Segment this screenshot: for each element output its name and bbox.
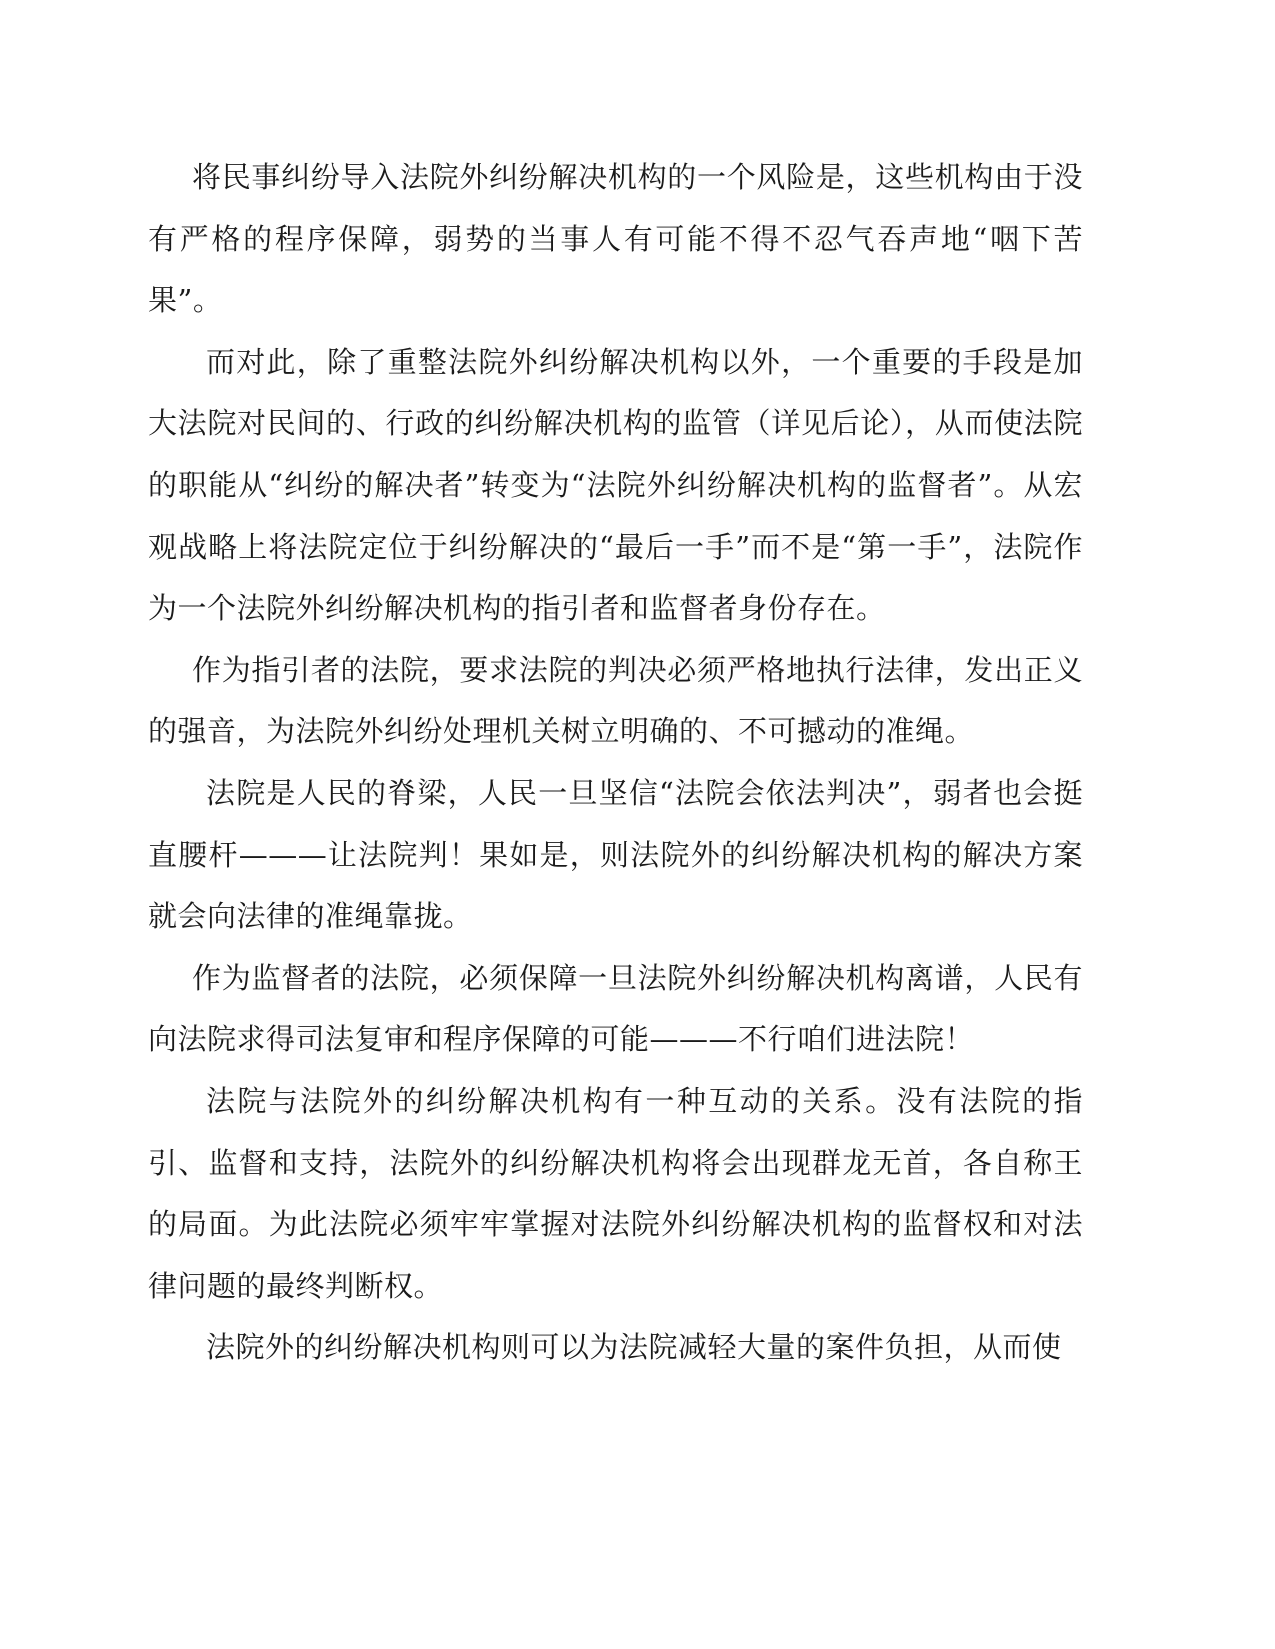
paragraph-6: 法院与法院外的纠纷解决机构有一种互动的关系。没有法院的指引、监督和支持，法院外的纠纷解决机构将会出现群龙无首，各自称王的局面。为此法院必须牢牢掌握对法院外纠纷解决机构的监督权和对法律问题的最终判断权。 bbox=[148, 1083, 1083, 1303]
paragraph-5: 作为监督者的法院，必须保障一旦法院外纠纷解决机构离谱，人民有向法院求得司法复审和程序保障的可能———不行咱们进法院！ bbox=[148, 960, 1083, 1057]
paragraph-4: 法院是人民的脊梁，人民一旦坚信“法院会依法判决”，弱者也会挺直腰杆———让法院判！果如是，则法院外的纠纷解决机构的解决方案就会向法律的准绳靠拢。 bbox=[148, 775, 1083, 934]
body-text bbox=[148, 147, 1083, 1379]
paragraph-7: 法院外的纠纷解决机构则可以为法院减轻大量的案件负担，从而使 bbox=[206, 1330, 1062, 1365]
paragraph-3: 作为指引者的法院，要求法院的判决必须严格地执行法律，发出正义的强音，为法院外纠纷处理机关树立明确的、不可撼动的准绳。 bbox=[148, 652, 1083, 749]
paragraph-1: 将民事纠纷导入法院外纠纷解决机构的一个风险是，这些机构由于没有严格的程序保障，弱势的当事人有可能不得不忍气吞声地“咽下苦果”。 bbox=[148, 160, 1083, 318]
paragraph-2: 而对此，除了重整法院外纠纷解决机构以外，一个重要的手段是加大法院对民间的、行政的纠纷解决机构的监管（详见后论），从而使法院的职能从“纠纷的解决者”转变为“法院外纠纷解决机构的监督者”。从宏观战略上将法院定位于纠纷解决的“最后一手”而不是“第一手”，法院作为一个法院外纠纷解决机构的指引者和监督者身份存在。 bbox=[148, 344, 1083, 626]
